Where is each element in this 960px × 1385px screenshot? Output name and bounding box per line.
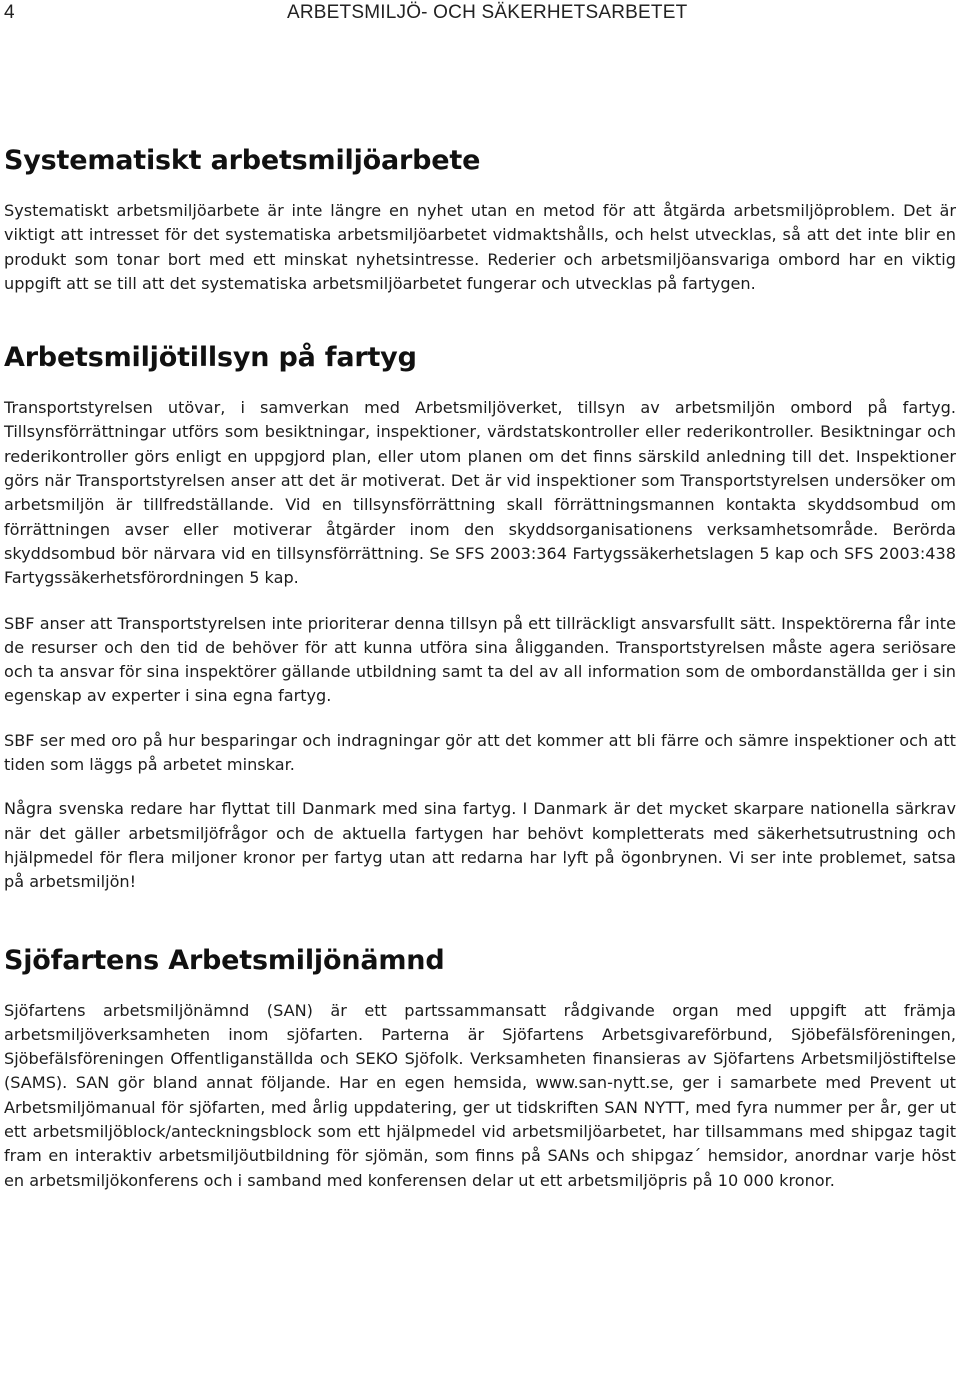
running-header xyxy=(4,0,944,26)
page-number: 4 xyxy=(4,2,15,23)
paragraph: SBF ser med oro på hur besparingar och indragningar gör att det kommer att bli färre och sämre inspektioner och att tiden som läggs på arbetet minskar. xyxy=(4,730,956,775)
page-content xyxy=(4,135,956,1193)
running-title: ARBETSMILJÖ- OCH SÄKERHETSARBETET xyxy=(287,2,688,23)
paragraph: Transportstyrelsen utövar, i samverkan med Arbetsmiljöverket, tillsyn av arbetsmiljön ombord på fartyg. Tillsynsförrättningar utförs som besiktningar, inspektioner, värdstatskontroller eller rederikontroller. Besiktningar och rederikontroller görs enligt en uppgjord plan, eller utom planen om det finns särskild anledning till det. Inspektioner görs när Transportstyrelsen anser att det är motiverat. Det är vid inspektioner som Transportstyrelsen undersöker om arbetsmiljön är tillfredställande. Vid en tillsynsförrättning skall förrättningsmannen kontakta skyddsombud om förrättningen avser eller motiverar åtgärder inom den skyddsorganisationens verksamhetsområde. Berörda skyddsombud bör närvara vid en tillsynsförrättning. Se SFS 2003:364 Fartygssäkerhetslagen 5 kap och SFS 2003:438 Fartygssäkerhetsförordningen 5 kap. xyxy=(4,398,956,588)
paragraph: Sjöfartens arbetsmiljönämnd (SAN) är ett partssammansatt rådgivande organ med uppgift att främja arbetsmiljöverksamheten inom sjöfarten. Parterna är Sjöfartens Arbetsgivareförbund, Sjöbefälsföreningen, Sjöbefälsföreningen Offentliganställda och SEKO Sjöfolk. Verksamheten finansieras av Sjöfartens Arbetsmiljöstiftelse (SAMS). SAN gör bland annat följande. Har en egen hemsida, www.san-nytt.se, ger i samarbete med Prevent ut Arbetsmiljömanual för sjöfarten, med årlig uppdatering, ger ut tidskriften SAN NYTT, med fyra nummer per år, ger ut ett arbetsmiljöblock/anteckningsblock som ett hjälpmedel vid arbetsmiljöarbetet, har tillsammans med shipgaz tagit fram en interaktiv arbetsmiljöutbildning för sjömän, som finns på SANs och shipgaz´ hemsidor, anordnar varje höst en arbetsmiljökonferens och i samband med konferensen delar ut ett arbetsmiljöpris på 10 000 kronor. xyxy=(4,1000,956,1190)
paragraph: SBF anser att Transportstyrelsen inte prioriterar denna tillsyn på ett tillräckligt ansvarsfullt sätt. Inspektörerna får inte de resurser och den tid de behöver för att kunna utföra sina åligganden. Transportstyrelsen måste agera seriösare och ta ansvar för sina inspektörer gällande utbildning samt ta del av all information som de ombordanställda ger i sin egenskap av experter i sina egna fartyg. xyxy=(4,613,956,706)
section-title-arbetsmiljotillsyn: Arbetsmiljötillsyn på fartyg xyxy=(4,342,417,374)
section-title-systematiskt-arbetsmiljoarbete: Systematiskt arbetsmiljöarbete xyxy=(4,145,481,176)
section-title-sjofartens-arbetsmiljonamnd: Sjöfartens Arbetsmiljönämnd xyxy=(4,944,445,976)
paragraph: Några svenska redare har flyttat till Danmark med sina fartyg. I Danmark är det mycket skarpare nationella särkrav när det gäller arbetsmiljöfrågor och de aktuella fartygen har behövt kompletterats med säkerhetsutrustning och hjälpmedel för flera miljoner kronor per fartyg utan att redarna har lyft på ögonbrynen. Vi ser inte problemet, satsa på arbetsmiljön! xyxy=(4,799,956,892)
paragraph: Systematiskt arbetsmiljöarbete är inte längre en nyhet utan en metod för att åtgärda arbetsmiljöproblem. Det är viktigt att intresset för det systematiska arbetsmiljöarbetet vidmaktshålls, och helst utvecklas, så att det inte blir en produkt som tonar bort med ett minskat nyhetsintresse. Rederier och arbetsmiljöansvariga ombord har en viktig uppgift att se till att det systematiska arbetsmiljöarbetet fungerar och utvecklas på fartygen. xyxy=(4,201,956,293)
